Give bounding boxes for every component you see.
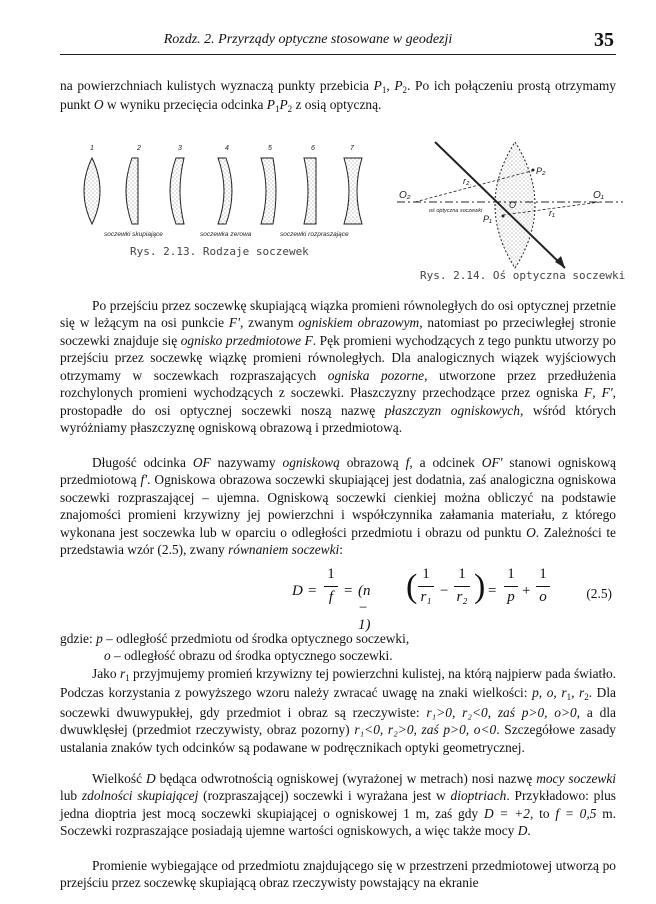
eq-frac-1-o: 1 o bbox=[536, 566, 550, 607]
label-converging: soczewki skupiające bbox=[104, 231, 163, 238]
figure-lens-types bbox=[80, 140, 370, 240]
eq-plus: + bbox=[522, 583, 531, 599]
lens-meniscus-diverging bbox=[261, 158, 276, 224]
ray-line bbox=[435, 142, 565, 268]
eq-equals-2: = bbox=[344, 583, 353, 599]
lens-biconcave bbox=[344, 158, 362, 224]
eq-D: D bbox=[292, 583, 303, 599]
definitions bbox=[60, 630, 616, 665]
intro-paragraph: na powierzchniach kulistych wyznaczą punkty przebicia $P_1$, $P_2$. Po ich połączeniu prostą otrzymamy punkt O w wyniku przecięcia odcinka $P_1P_2$ z osią optyczną. bbox=[60, 78, 616, 115]
label-axis: oś optyczna soczewki bbox=[429, 208, 483, 214]
label-r2: r₂ bbox=[463, 176, 470, 186]
paragraph-real-image: Promienie wybiegające od przedmiotu znajdującego się w przestrzeni przedmiotowej utworzą po przejściu przez soczewkę skupiającą obraz rzeczywisty powstający na ekranie bbox=[60, 858, 616, 891]
point-P2 bbox=[532, 169, 535, 172]
ray-arrowhead bbox=[555, 256, 565, 268]
label-O: O bbox=[509, 200, 517, 210]
eq-frac-1-f: 1 f bbox=[324, 566, 338, 607]
equation-2-5 bbox=[60, 566, 616, 633]
label-zero-lens: soczewka zerowa bbox=[200, 231, 252, 238]
lens-number-2: 2 bbox=[137, 145, 141, 152]
lens-number-7: 7 bbox=[350, 145, 354, 152]
label-diverging: soczewki rozpraszające bbox=[280, 231, 349, 238]
lens-number-6: 6 bbox=[311, 145, 315, 152]
figure-optical-axis bbox=[395, 140, 625, 270]
paragraph-sign-convention: Jako $r_1$ przyjmujemy promień krzywizny tej powierzchni kulistej, na którą najpierw pada światło. Podczas korzystania z powyższego wzoru należy zwracać uwagę na znaki wielkości: p, o, $r_1$, $r_2$. Dla soczewki dwuwypukłej, gdy przedmiot i obraz są rzeczywiste: r₁>0, r₂<0, zaś p>0, o>0, a dla dwuwklęsłej (przedmiot rzeczywisty, obraz pozorny) r₁<0, r₂>0, zaś p>0, o<0. Szczegółowe zasady ustalania znaków tych odcinków są podawane w podręcznikach optyki geometrycznej. bbox=[60, 666, 617, 755]
lens-number-1: 1 bbox=[90, 145, 94, 152]
point-P1 bbox=[502, 215, 505, 218]
equation-number: (2.5) bbox=[586, 586, 612, 601]
eq-frac-1-r1: 1 r₁ bbox=[418, 566, 434, 607]
page-number: 35 bbox=[594, 29, 614, 51]
lens-plano-convex bbox=[126, 158, 138, 224]
lens-meniscus-converging bbox=[170, 158, 184, 224]
eq-n-minus-1: (n − 1) bbox=[358, 583, 371, 633]
definition-p: gdzie: p – odległość przedmiotu od środka optycznego soczewki, bbox=[60, 631, 410, 646]
paragraph-lens-power: Wielkość D będąca odwrotnością ogniskowej (wyrażonej w metrach) nosi nazwę mocy soczewki lub zdolności skupiającej (rozpraszającej) soczewki i wyrażana jest w dioptriach. Przykładowo: plus jedna dioptria jest mocą soczewki skupiającej o ogniskowej 1 m, zaś gdy D = +2, to f = 0,5 m. Soczewki rozpraszające posiadają ujemne wartości ogniskowych, a więc także mocy D. bbox=[60, 771, 617, 839]
eq-paren-open: ( bbox=[406, 568, 418, 605]
label-r1: r₁ bbox=[549, 208, 555, 218]
figure-2-13-caption: Rys. 2.13. Rodzaje soczewek bbox=[130, 245, 309, 258]
eq-equals-3: = bbox=[488, 583, 497, 599]
definition-o: o – odległość obrazu od środka optycznego soczewki. bbox=[104, 648, 393, 664]
eq-frac-1-p: 1 p bbox=[504, 566, 518, 607]
eq-minus: − bbox=[440, 583, 449, 599]
eq-frac-1-r2: 1 r₂ bbox=[454, 566, 470, 607]
lens-biconvex bbox=[84, 158, 100, 224]
lens-number-4: 4 bbox=[225, 145, 229, 152]
eq-paren-close: ) bbox=[474, 568, 486, 605]
lens-zero bbox=[218, 158, 232, 224]
header-rule bbox=[60, 54, 616, 55]
paragraph-focal-points: Po przejściu przez soczewkę skupiającą wiązka promieni równoległych do osi optycznej przetnie się w leżącym na osi punkcie F', zwanym ogniskiem obrazowym, natomiast po przeciwległej stronie soczewki znajduje się ognisko przedmiotowe F. Pęk promieni wychodzących z tego punktu utworzy po przejściu przez soczewkę wiązkę promieni równoległych. Dla analogicznych wiązek wyjściowych otrzymamy w soczewkach rozpraszających ogniska pozorne, utworzone przez przedłużenia rozchylonych promieni wychodzących z soczewki. Płaszczyzny przechodzące przez ogniska F, F', prostopadłe do osi optycznej soczewki noszą nazwę płaszczyzn ogniskowych, wśród których wyróżniamy płaszczyznę ogniskową obrazową i przedmiotową. bbox=[60, 298, 617, 436]
label-O1: O₁ bbox=[593, 190, 604, 201]
figure-2-14-caption: Rys. 2.14. Oś optyczna soczewki bbox=[420, 269, 626, 282]
lens-number-3: 3 bbox=[178, 145, 182, 152]
label-O2: O₂ bbox=[399, 190, 411, 201]
label-P1: P₁ bbox=[483, 214, 492, 224]
label-P2: P₂ bbox=[536, 166, 546, 176]
running-title: Rozdz. 2. Przyrządy optyczne stosowane w geodezji bbox=[163, 32, 453, 47]
lens-number-5: 5 bbox=[268, 145, 272, 152]
page-header bbox=[60, 28, 616, 58]
eq-equals-1: = bbox=[308, 583, 317, 599]
lens-plano-concave bbox=[304, 158, 316, 224]
paragraph-focal-length: Długość odcinka OF nazywamy ogniskową obrazową f, a odcinek OF' stanowi ogniskową przedmiotową f'. Ogniskowa obrazowa soczewki skupiającej jest dodatnia, zaś analogiczna ogniskowa soczewki rozpraszającej – ujemna. Ogniskową soczewki cienkiej można obliczyć na podstawie znajomości promieni krzywizny jej powierzchni i współczynnika załamania materiału, z którego wykonana jest soczewka lub w oparciu o odległości przedmiotu i obrazu od punktu O. Zależności te przedstawia wzór (2.5), zwany równaniem soczewki: bbox=[60, 455, 617, 558]
